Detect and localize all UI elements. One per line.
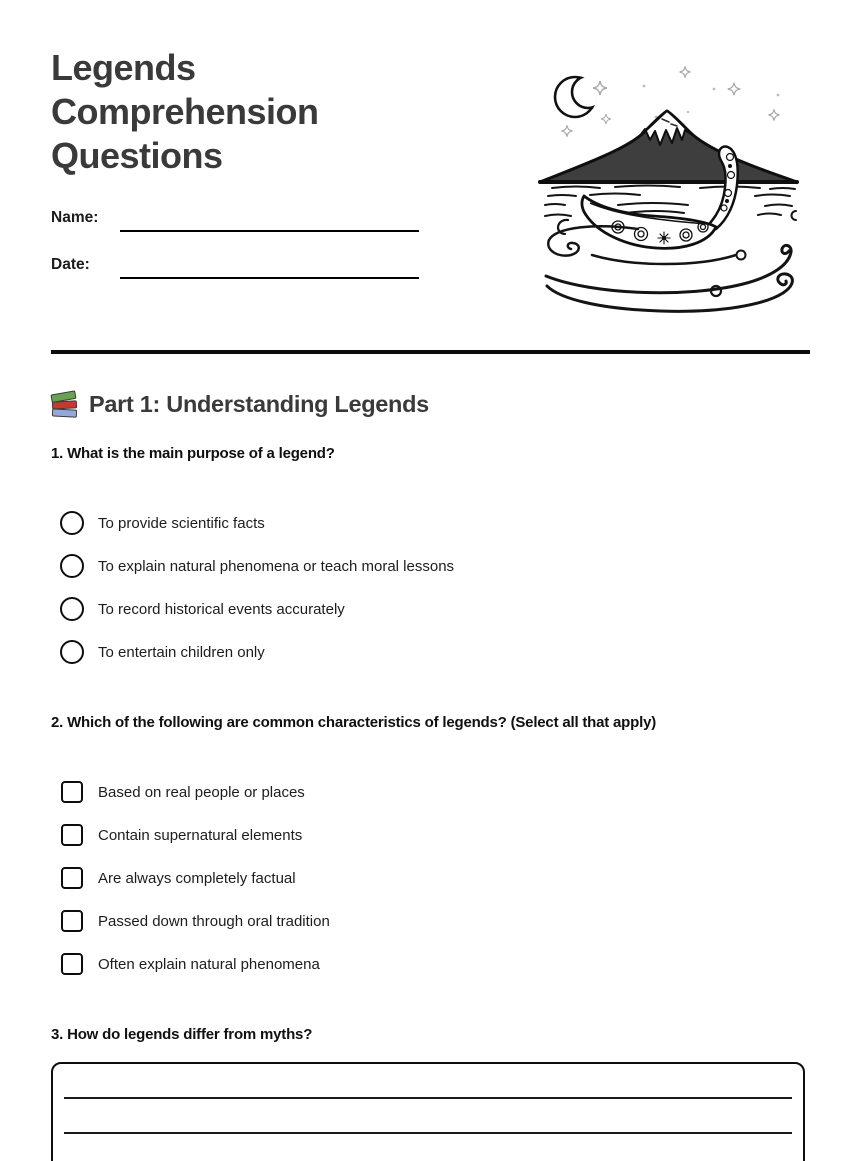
page-title-line1: Legends [51,47,196,88]
part1-heading-text: Part 1: Understanding Legends [89,390,429,417]
q2-option-row [61,951,320,977]
q2-option-3-label: Are always completely factual [98,869,296,887]
page-title-line3: Questions [51,135,223,176]
q2-option-2-label: Contain supernatural elements [98,826,303,844]
question-2-text: 2. Which of the following are common characteristics of legends? (Select all that apply) [51,714,657,731]
q2-option-1-label: Based on real people or places [98,783,305,801]
q1-radio-1[interactable] [60,511,84,535]
part1-heading [49,388,429,420]
section-divider [51,350,810,354]
q2-checkbox-3[interactable] [61,867,83,889]
mountain [540,111,797,182]
q1-option-row [60,553,454,579]
crescent-moon-icon [555,76,604,117]
q3-answer-box[interactable] [51,1062,805,1161]
q1-option-3-label: To record historical events accurately [98,600,345,618]
q1-option-row [60,596,345,622]
q1-option-row [60,510,265,536]
answer-writing-line [64,1097,792,1099]
name-label: Name: [51,209,99,226]
q2-checkbox-4[interactable] [61,910,83,932]
q1-radio-2[interactable] [60,554,84,578]
q2-checkbox-2[interactable] [61,824,83,846]
q2-option-5-label: Often explain natural phenomena [98,955,320,973]
q2-option-4-label: Passed down through oral tradition [98,912,330,930]
q2-checkbox-1[interactable] [61,781,83,803]
q2-option-row [61,779,305,805]
date-label: Date: [51,256,90,273]
q1-option-4-label: To entertain children only [98,643,265,661]
page-title [51,46,319,178]
q2-option-row [61,865,296,891]
answer-writing-line [64,1132,792,1134]
q1-radio-4[interactable] [60,640,84,664]
name-input-line[interactable] [120,230,419,232]
q2-option-row [61,908,330,934]
q1-radio-3[interactable] [60,597,84,621]
question-1-text: 1. What is the main purpose of a legend? [51,445,335,462]
q1-option-row [60,639,265,665]
page-title-line2: Comprehension [51,91,319,132]
q2-option-row [61,822,302,848]
question-3-text: 3. How do legends differ from myths? [51,1026,313,1043]
q2-checkbox-5[interactable] [61,953,83,975]
q1-option-2-label: To explain natural phenomena or teach moral lessons [98,557,455,575]
q1-option-1-label: To provide scientific facts [98,514,265,532]
date-input-line[interactable] [120,277,419,279]
waka-mountain-illustration [538,55,800,317]
books-icon [49,389,80,420]
